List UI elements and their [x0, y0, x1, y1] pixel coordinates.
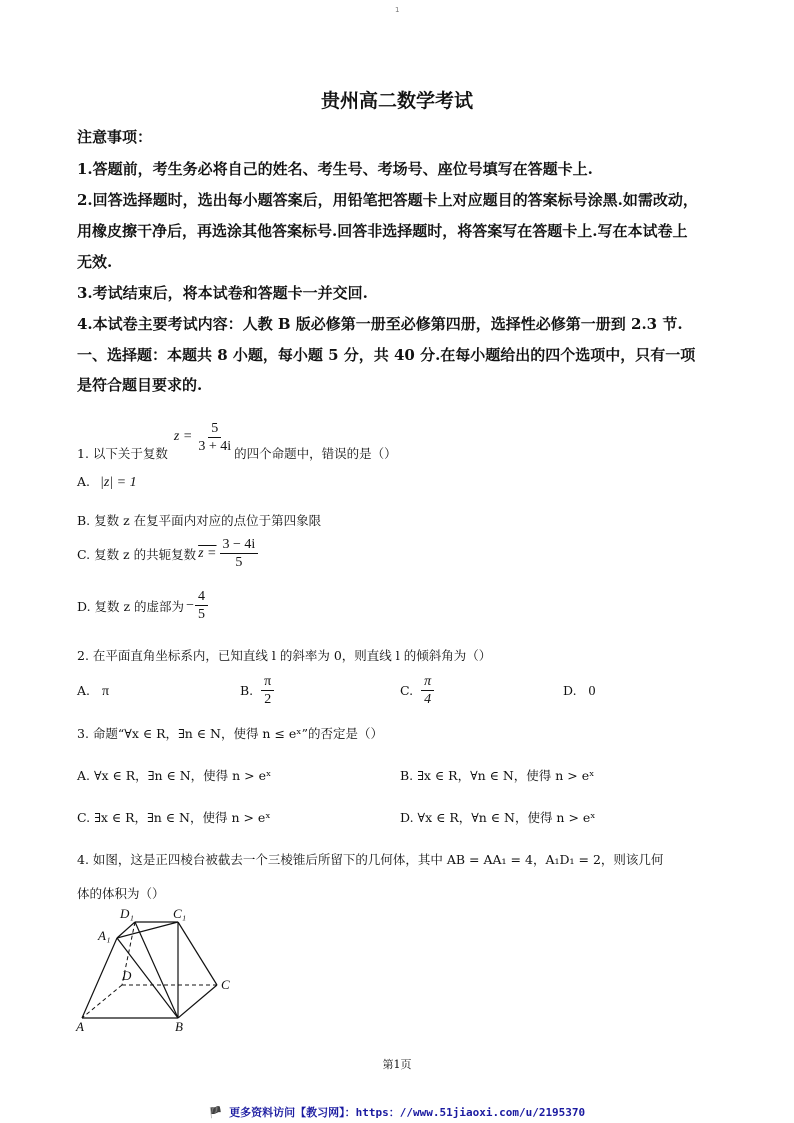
q2-option-a-label: A.: [77, 683, 91, 698]
page-number: 第1页: [382, 1058, 412, 1071]
q1-option-d-fraction: [195, 588, 208, 623]
notice-item-2-line-2: 用橡皮擦干净后，再选涂其他答案标号.回答非选择题时，将答案写在答题卡上.写在本试卷上: [77, 222, 688, 240]
edge-c1-c: [178, 922, 217, 985]
q1-option-c-text: C. 复数 z 的共轭复数: [77, 546, 197, 562]
edge-a1-b: [117, 938, 178, 1018]
label-c: C: [221, 977, 230, 992]
notice-heading: 注意事项：: [77, 128, 153, 146]
q2-option-b[interactable]: [240, 673, 274, 708]
q1-prefix: 1. 以下关于复数: [77, 446, 168, 461]
q1-option-d[interactable]: [77, 588, 208, 623]
q1-fraction-num: 5: [208, 420, 221, 438]
q2-option-a[interactable]: [77, 683, 109, 700]
q1-option-a-label: A.: [77, 474, 91, 489]
q2-option-b-label: B.: [240, 683, 254, 698]
q2-option-b-num: π: [261, 673, 274, 691]
question-2-stem: 2. 在平面直角坐标系内，已知直线 l 的斜率为 0，则直线 l 的倾斜角为（）: [77, 648, 492, 663]
q1-option-b[interactable]: B. 复数 z 在复平面内对应的点位于第四象限: [77, 513, 322, 528]
section-heading-line-1: 一、选择题：本题共 8 小题，每小题 5 分，共 40 分.在每小题给出的四个选项中，只有一项: [77, 346, 696, 364]
q2-option-a-value: π: [102, 684, 110, 699]
q1-option-a[interactable]: [77, 474, 137, 491]
edge-b-c: [178, 985, 217, 1018]
q3-option-b[interactable]: B. ∃x ∈ R，∀n ∈ N，使得 n > eˣ: [400, 768, 595, 783]
q1-option-c-fraction: [220, 536, 259, 571]
q1-option-c-var: z =: [198, 545, 217, 561]
q1-option-d-den: 5: [197, 607, 205, 622]
edge-a1-a: [82, 938, 117, 1018]
exam-title: 贵州高二数学考试: [320, 90, 473, 112]
edge-a1-d1: [117, 922, 135, 938]
q2-option-d-value: 0: [588, 684, 596, 699]
q2-option-b-fraction: [261, 673, 274, 708]
q1-option-c-den: 5: [235, 555, 243, 570]
question-4-stem-line-2: 体的体积为（）: [77, 886, 165, 901]
q1-option-d-num: 4: [195, 588, 208, 606]
hidden-edge-d1-d: [122, 922, 135, 985]
section-heading-line-2: 是符合题目要求的.: [77, 376, 203, 394]
q3-option-c[interactable]: C. ∃x ∈ R，∃n ∈ N，使得 n > eˣ: [77, 810, 271, 825]
question-1-stem: [77, 412, 397, 462]
q2-option-c-fraction: [421, 673, 434, 708]
q2-option-c[interactable]: [400, 673, 434, 708]
q1-option-a-math: |z| = 1: [100, 475, 137, 490]
edge-a1-c1: [117, 922, 178, 938]
label-a: A: [76, 1019, 84, 1034]
q3-option-a[interactable]: A. ∀x ∈ R，∃n ∈ N，使得 n > eˣ: [77, 768, 272, 783]
notice-item-1: 1.答题前，考生务必将自己的姓名、考生号、考场号、座位号填写在答题卡上.: [77, 160, 593, 178]
q1-fraction: [195, 420, 234, 455]
label-d: D: [122, 968, 132, 983]
q2-option-c-label: C.: [400, 683, 414, 698]
q3-option-d[interactable]: D. ∀x ∈ R，∀n ∈ N，使得 n > eˣ: [400, 810, 596, 825]
notice-item-2-line-3: 无效.: [77, 253, 113, 271]
notice-item-2-line-1: 2.回答选择题时，选出每小题答案后，用铅笔把答题卡上对应题目的答案标号涂黑.如需改动，: [77, 191, 698, 209]
label-c1: C₁: [173, 906, 187, 921]
question-3-stem: 3. 命题“∀x ∈ R，∃n ∈ N，使得 n ≤ eˣ”的否定是（）: [77, 726, 383, 741]
q1-option-c-num: 3 − 4i: [220, 536, 259, 554]
q1-fraction-den: 3 + 4i: [198, 438, 232, 454]
label-a1: A₁: [98, 928, 111, 943]
q2-option-c-num: π: [421, 673, 434, 691]
edge-d1-b: [135, 922, 178, 1018]
question-4-stem-line-1: 4. 如图，这是正四棱台被截去一个三棱锥后所留下的几何体，其中 AB = AA₁ = 4，A₁D₁ = 2，则该几何: [77, 852, 664, 867]
notice-item-4: 4.本试卷主要考试内容：人教 B 版必修第一册至必修第四册，选择性必修第一册到 2.3 节.: [77, 315, 683, 333]
q1-option-d-sign: −: [186, 597, 194, 613]
q2-option-c-den: 4: [424, 692, 432, 707]
label-b: B: [175, 1019, 183, 1034]
q2-option-d-label: D.: [563, 683, 577, 698]
q1-z-equals: z =: [173, 429, 193, 444]
notice-item-3: 3.考试结束后，将本试卷和答题卡一并交回.: [77, 284, 368, 302]
q2-option-d[interactable]: [563, 683, 596, 700]
q1-option-d-text: D. 复数 z 的虚部为: [77, 598, 185, 614]
hidden-edge-d-a: [82, 985, 122, 1018]
q2-option-b-den: 2: [264, 692, 272, 707]
q1-suffix: 的四个命题中，错误的是（）: [234, 446, 397, 461]
label-d1: D₁: [120, 906, 134, 921]
q1-option-c[interactable]: [77, 536, 258, 571]
resource-link[interactable]: 🏴 更多资料访问【教习网】：https：//www.51jiaoxi.com/u/2195370: [208, 1106, 586, 1119]
header-mark: 1: [395, 6, 400, 14]
